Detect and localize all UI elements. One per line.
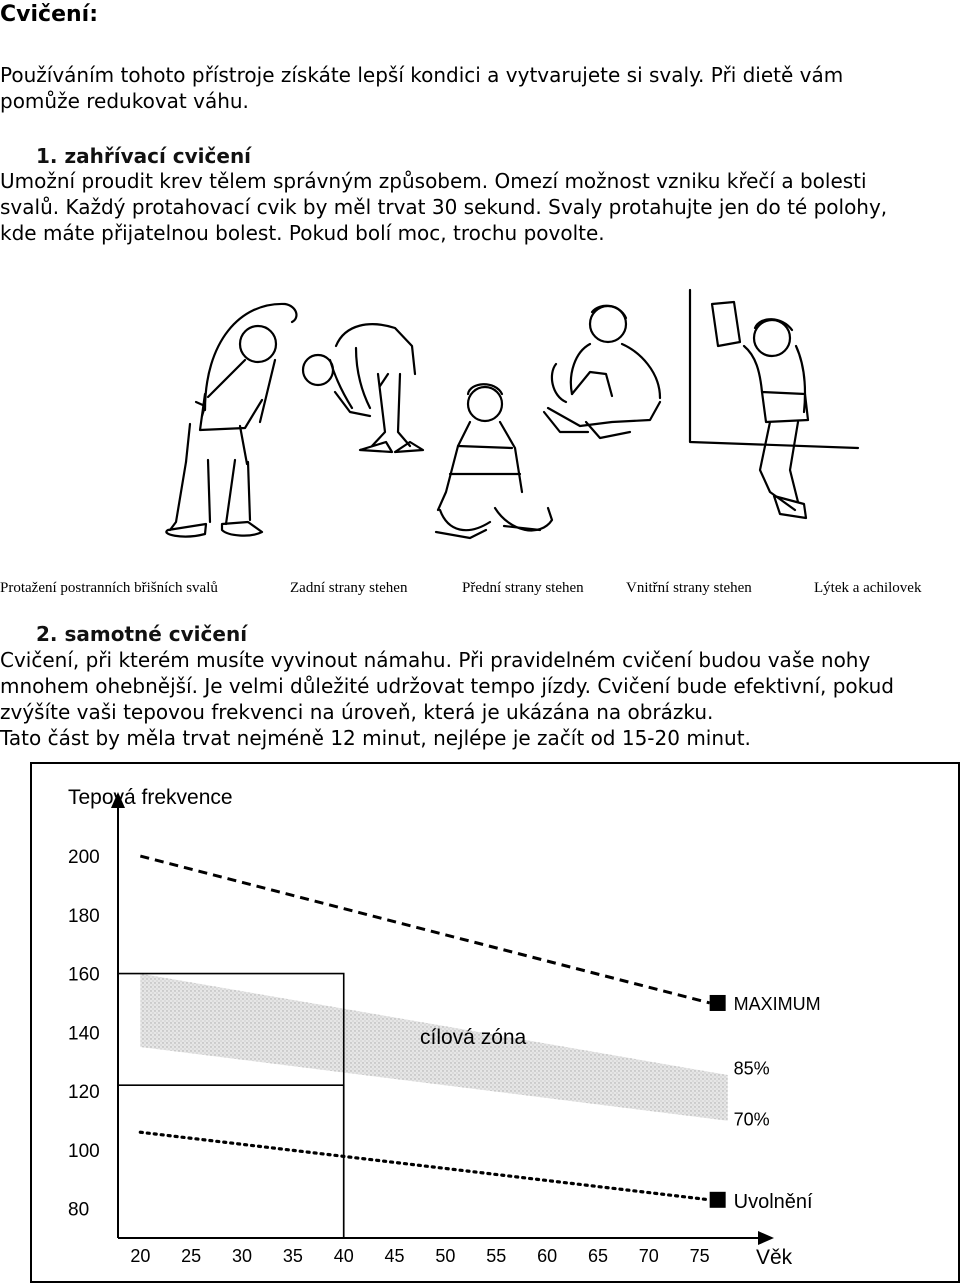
marker-maximum xyxy=(710,995,726,1011)
y-tick-label: 180 xyxy=(68,905,100,927)
x-tick-label: 20 xyxy=(130,1246,151,1266)
section1-line: Umožní proudit krev tělem správným způsobem. Omezí možnost vzniku křečí a bolesti xyxy=(0,169,867,193)
section2-line: Cvičení, při kterém musíte vyvinout námahu. Při pravidelném cvičení budou vaše nohy xyxy=(0,648,871,672)
y-tick-label: 120 xyxy=(68,1082,100,1104)
series-label-relax: Uvolnění xyxy=(733,1190,813,1213)
heart-rate-chart xyxy=(30,762,960,1283)
figure-calf-stretch xyxy=(690,290,858,518)
section1-text xyxy=(0,168,960,246)
intro-text xyxy=(0,62,960,114)
intro-line: Používáním tohoto přístroje získáte lepší kondici a vytvarujete si svaly. Při dietě vám xyxy=(0,63,844,87)
x-tick-label: 25 xyxy=(181,1246,202,1266)
series-label-maximum: MAXIMUM xyxy=(733,993,821,1014)
x-tick-label: 50 xyxy=(435,1246,456,1266)
section2-text xyxy=(0,647,960,751)
intro-line: pomůže redukovat váhu. xyxy=(0,89,249,113)
x-tick-label: 55 xyxy=(486,1246,507,1266)
figure-side-stretch xyxy=(166,304,296,537)
x-tick-label: 75 xyxy=(689,1246,710,1266)
x-tick-label: 70 xyxy=(638,1246,659,1266)
caption-quadriceps: Přední strany stehen xyxy=(462,580,584,596)
caption-hamstrings: Zadní strany stehen xyxy=(290,580,408,596)
figure-quadriceps-stretch xyxy=(436,384,552,538)
figure-hamstring-stretch xyxy=(303,324,423,452)
section1-line: svalů. Každý protahovací cvik by měl trvat 30 sekund. Svaly protahujte jen do té polohy, xyxy=(0,195,888,219)
stretching-illustrations xyxy=(0,282,960,572)
exercise-captions xyxy=(0,580,960,602)
x-tick-label: 35 xyxy=(282,1246,303,1266)
x-tick-label: 30 xyxy=(232,1246,253,1266)
caption-calf: Lýtek a achilovek xyxy=(814,580,922,596)
y-tick-label: 80 xyxy=(68,1199,90,1221)
marker-relax xyxy=(710,1192,726,1208)
section2-line: zvýšíte vaši tepovou frekvenci na úroveň, která je ukázána na obrázku. xyxy=(0,700,714,724)
y-tick-label: 140 xyxy=(68,1023,100,1045)
x-tick-label: 65 xyxy=(587,1246,608,1266)
y-tick-label: 100 xyxy=(68,1140,100,1162)
section2-line: mnohem ohebnější. Je velmi důležité udržovat tempo jízdy. Cvičení bude efektivní, pokud xyxy=(0,674,895,698)
caption-inner-thigh: Vnitřní strany stehen xyxy=(626,580,752,596)
section1-line: kde máte přijatelnou bolest. Pokud bolí moc, trochu povolte. xyxy=(0,221,605,245)
section2-title: 2. samotné cvičení xyxy=(36,622,248,646)
section2-line: Tato část by měla trvat nejméně 12 minut, nejlépe je začít od 15-20 minut. xyxy=(0,726,751,750)
figure-inner-thigh-stretch xyxy=(544,306,660,438)
y-axis-label: Tepová frekvence xyxy=(68,786,233,809)
series-label-70: 70% xyxy=(733,1109,770,1130)
y-tick-label: 200 xyxy=(68,847,100,869)
page-title: Cvičení: xyxy=(0,2,98,27)
section1-title: 1. zahřívací cvičení xyxy=(36,144,252,168)
caption-side-stretch: Protažení postranních břišních svalů xyxy=(0,580,218,596)
target-zone-label: cílová zóna xyxy=(420,1026,527,1050)
y-tick-label: 160 xyxy=(68,964,100,986)
series-label-85: 85% xyxy=(733,1058,770,1079)
x-tick-label: 40 xyxy=(333,1246,354,1266)
x-axis-label: Věk xyxy=(756,1246,793,1269)
x-tick-label: 60 xyxy=(537,1246,558,1266)
x-tick-label: 45 xyxy=(384,1246,405,1266)
